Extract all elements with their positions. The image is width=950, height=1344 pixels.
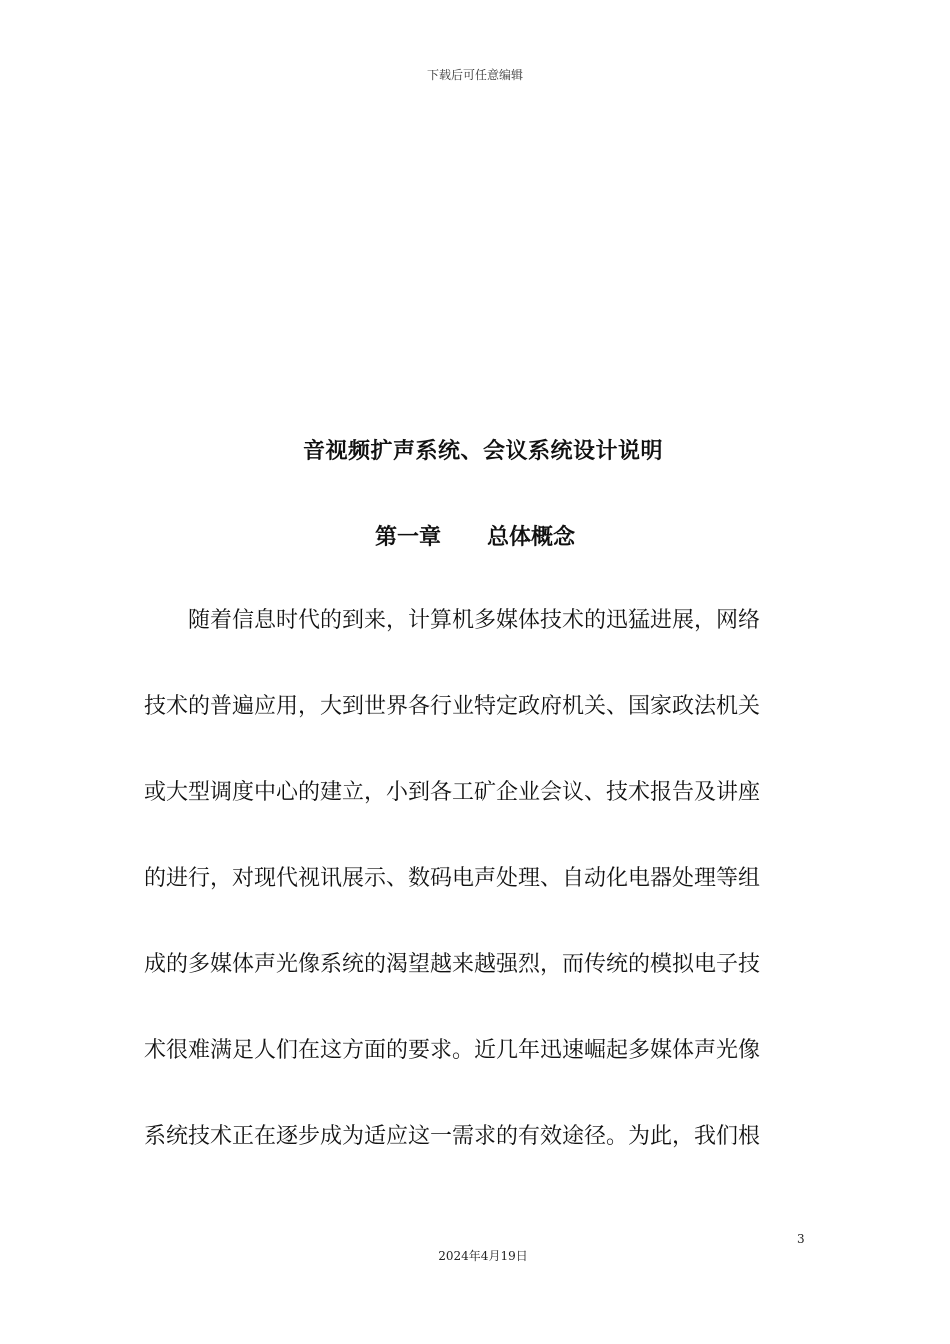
paragraph-line: 术很难满足人们在这方面的要求。近几年迅速崛起多媒体声光像 — [144, 1038, 761, 1063]
paragraph-line: 成的多媒体声光像系统的渴望越来越强烈，而传统的模拟电子技 — [144, 952, 761, 977]
page-number: 3 — [797, 1232, 805, 1246]
chapter-number: 第一章 — [374, 525, 441, 550]
paragraph-line: 的进行，对现代视讯展示、数码电声处理、自动化电器处理等组 — [144, 866, 761, 891]
page-header: 下载后可任意编辑 — [426, 68, 523, 82]
chapter-heading — [0, 520, 950, 551]
paragraph-line: 随着信息时代的到来，计算机多媒体技术的迅猛进展，网络 — [188, 608, 761, 633]
document-title: 音视频扩声系统、会议系统设计说明 — [302, 439, 663, 464]
chapter-name: 总体概念 — [487, 525, 576, 550]
paragraph-line: 技术的普遍应用，大到世界各行业特定政府机关、国家政法机关 — [144, 694, 761, 719]
footer-date: 2024年4月19日 — [438, 1249, 528, 1263]
paragraph-line: 系统技术正在逐步成为适应这一需求的有效途径。为此，我们根 — [144, 1124, 761, 1149]
paragraph-line: 或大型调度中心的建立，小到各工矿企业会议、技术报告及讲座 — [144, 780, 761, 805]
